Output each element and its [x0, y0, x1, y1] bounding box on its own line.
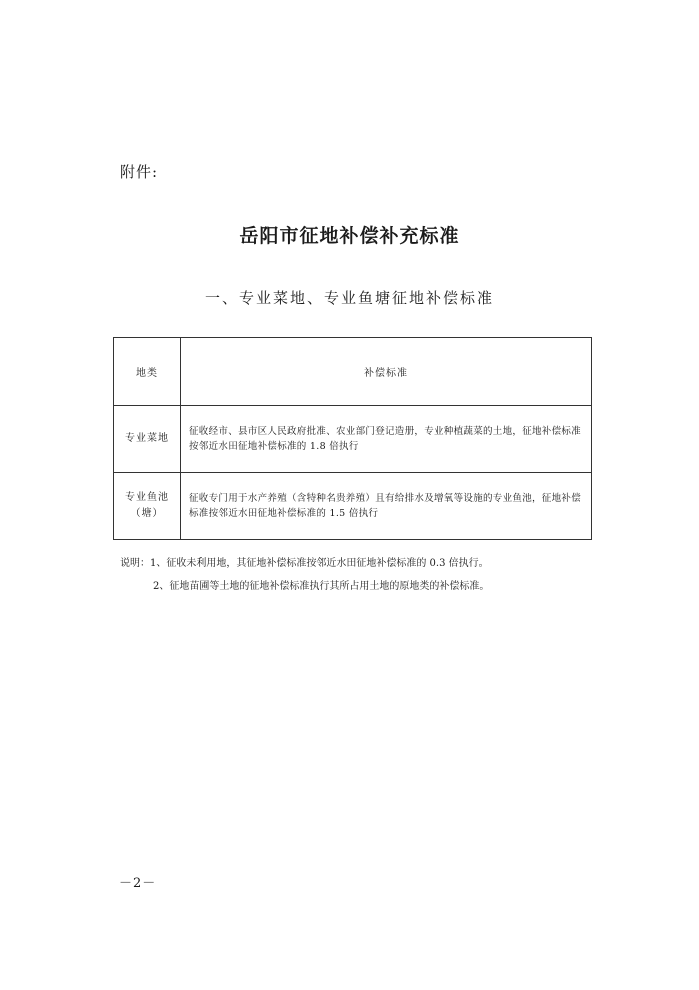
land-type-cell [114, 406, 181, 473]
land-type-text: 专业鱼池 [125, 492, 169, 503]
table-row [114, 473, 592, 540]
page-number: －2－ [119, 876, 157, 891]
land-type-subtext: （塘） [130, 508, 164, 519]
table-row [114, 406, 592, 473]
standard-cell: 征收专门用于水产养殖（含特种名贵养殖）且有给排水及增氧等设施的专业鱼池，征地补偿标准按邻近水田征地补偿标准的 1.5 倍执行 [181, 473, 592, 540]
section-title: 一、专业菜地、专业鱼塘征地补偿标准 [204, 289, 494, 307]
table-header-row [114, 338, 592, 406]
note-2: 2、征地苗圃等土地的征地补偿标准执行其所占用土地的原地类的补偿标准。 [153, 581, 490, 592]
document-title: 岳阳市征地补偿补充标准 [239, 225, 460, 247]
land-type-text: 专业菜地 [125, 433, 169, 444]
standard-cell: 征收经市、县市区人民政府批准、农业部门登记造册，专业种植蔬菜的土地，征地补偿标准按邻近水田征地补偿标准的 1.8 倍执行 [181, 406, 592, 473]
land-type-cell [114, 473, 181, 540]
column-header-standard: 补偿标准 [181, 338, 592, 406]
notes [120, 552, 489, 598]
compensation-table [113, 337, 592, 540]
column-header-land-type: 地类 [114, 338, 181, 406]
note-1: 说明：1、征收未利用地，其征地补偿标准按邻近水田征地补偿标准的 0.3 倍执行。 [120, 558, 489, 569]
attachment-label: 附件: [120, 163, 159, 181]
